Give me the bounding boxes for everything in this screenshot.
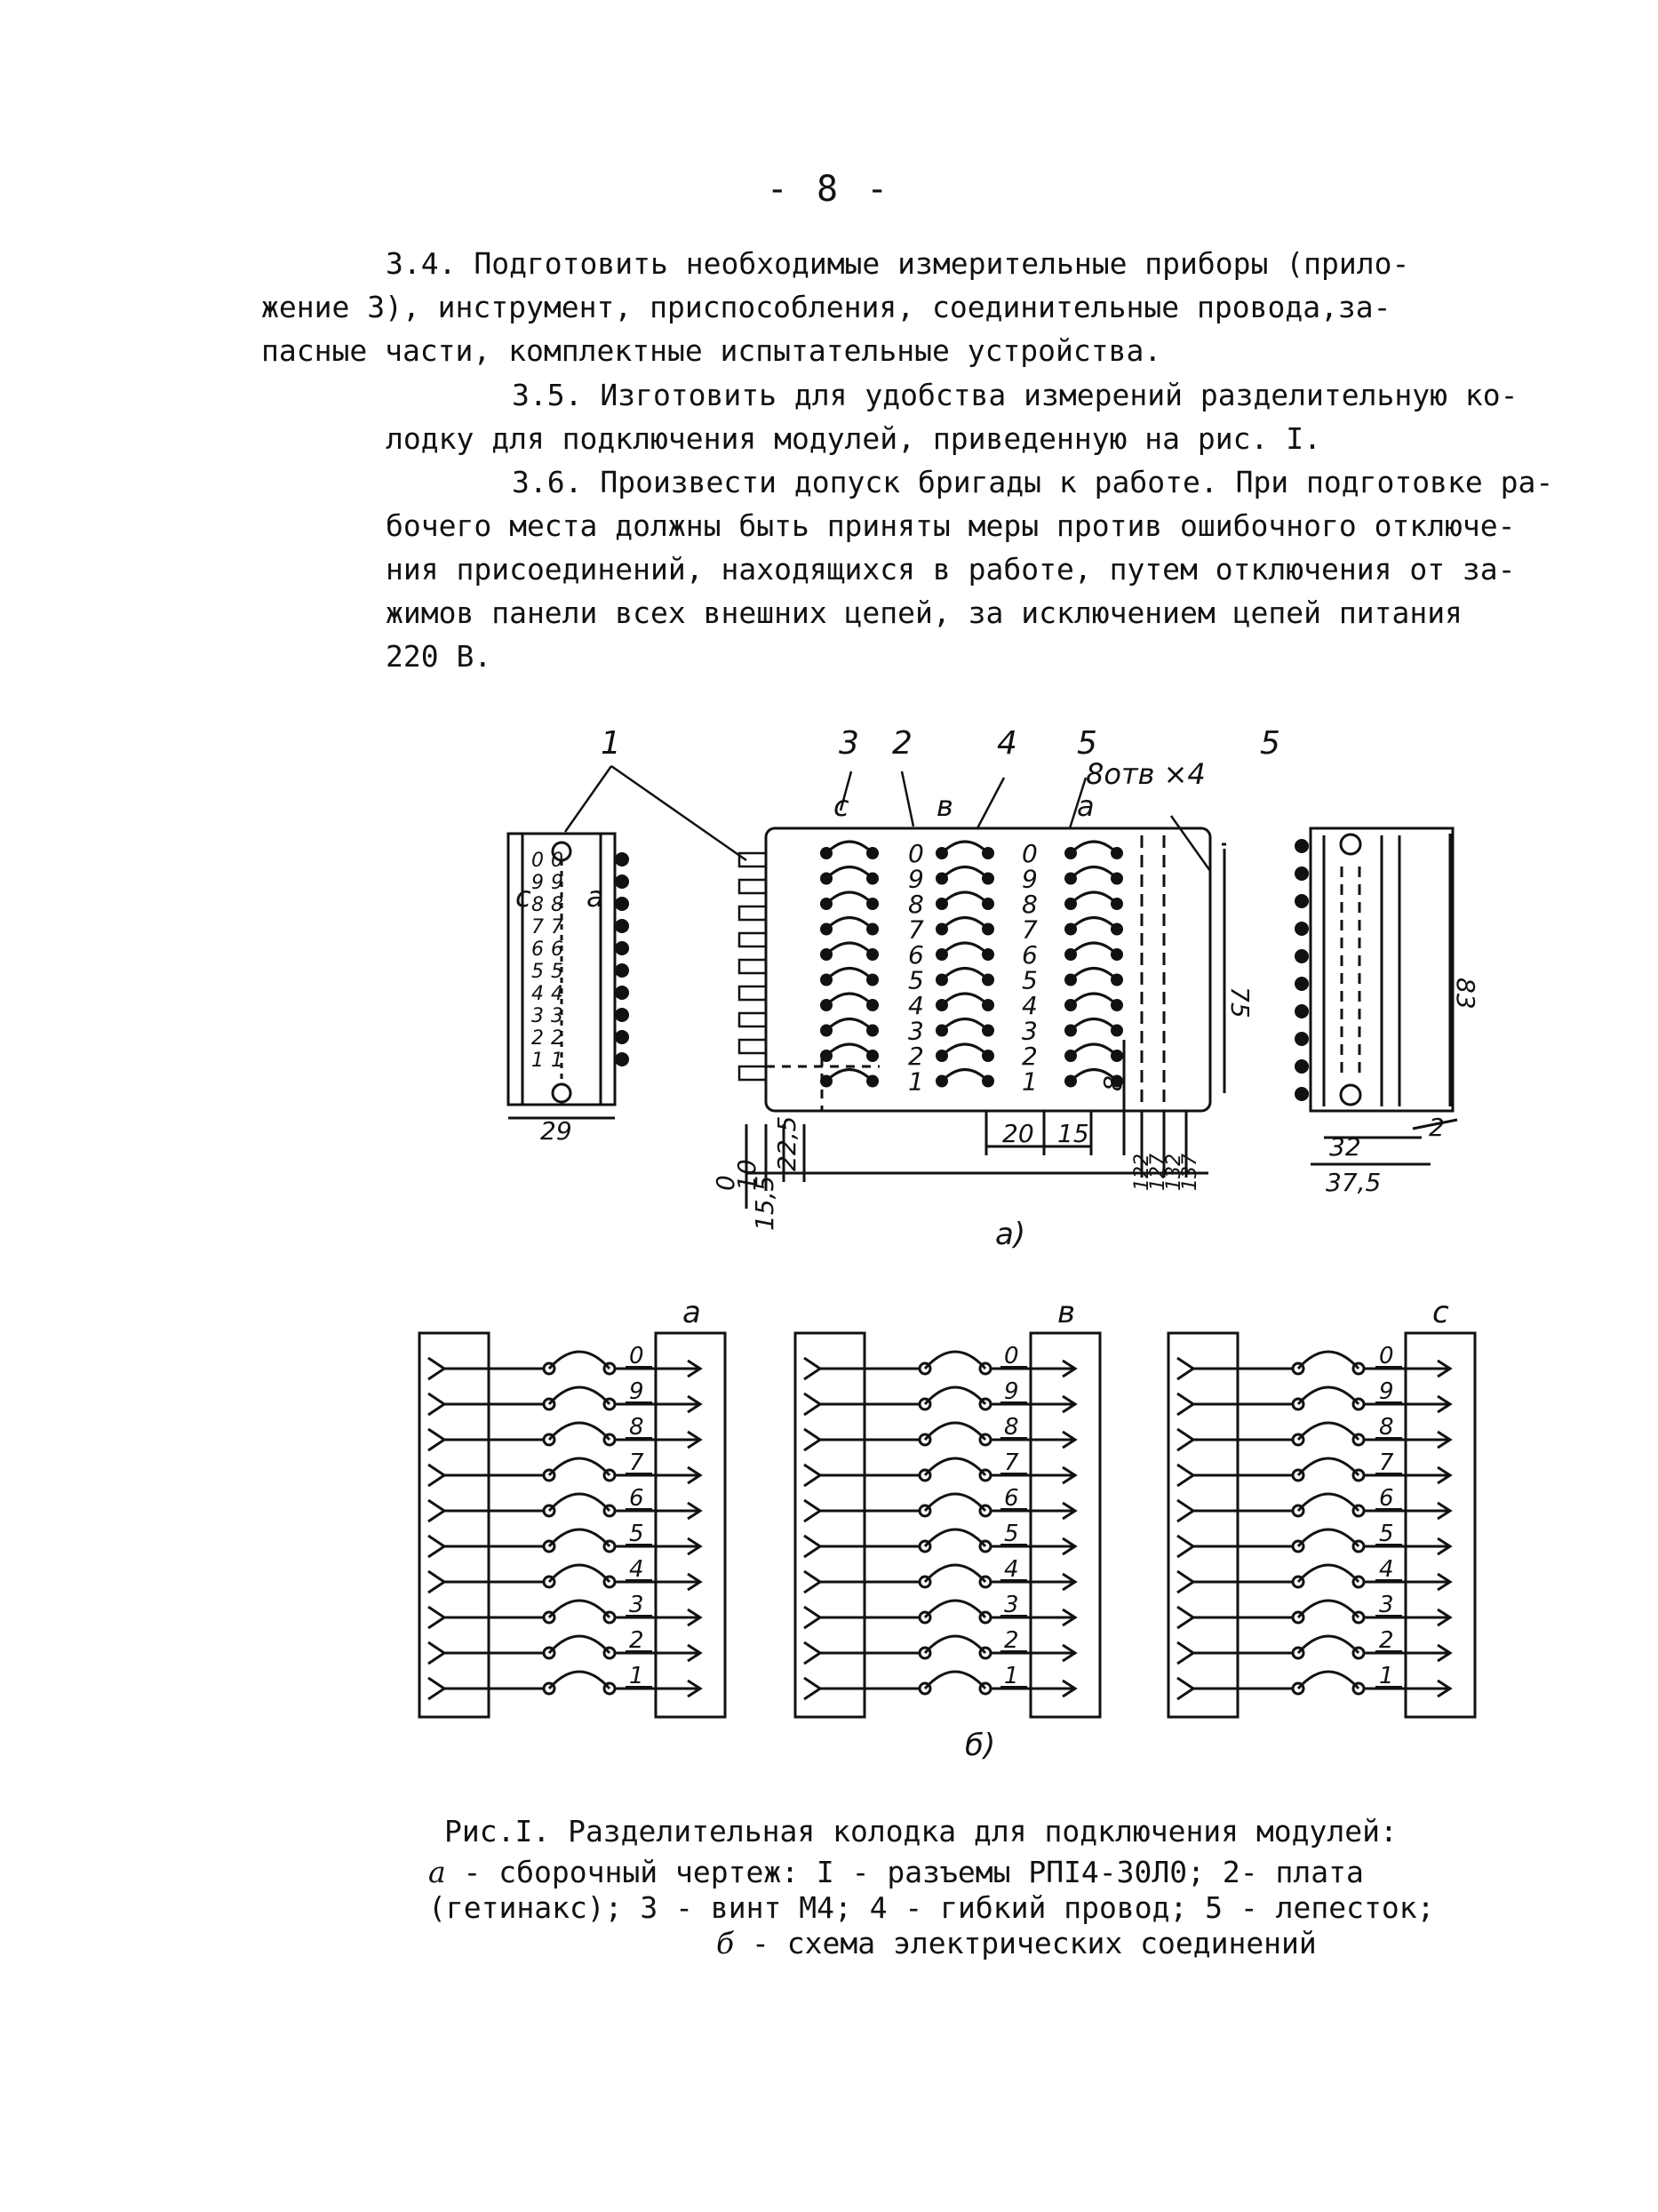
jumper-arc	[549, 1601, 610, 1617]
right-pin	[1295, 949, 1309, 963]
jumper-wire	[826, 892, 873, 904]
connector-chevron	[1177, 1500, 1193, 1521]
dim-15: 15	[1057, 1119, 1089, 1148]
jumper-arc	[925, 1458, 985, 1475]
connector-chevron	[1177, 1465, 1193, 1486]
plate-row-number: 3	[1022, 1016, 1038, 1046]
jumper-arc	[1298, 1529, 1359, 1546]
side-digit-left: 4	[531, 983, 544, 1005]
jumper-arc	[925, 1387, 985, 1404]
jumper-wire	[1071, 918, 1117, 930]
schematic-row-number: 6	[629, 1485, 644, 1512]
jumper-wire	[942, 1019, 988, 1031]
dim-127: 127	[1147, 1154, 1169, 1191]
plate-row-number: 3	[908, 1016, 924, 1046]
plate-row-number: 9	[908, 864, 924, 894]
plate-row-number: 4	[1022, 991, 1038, 1020]
side-digit-right: 2	[551, 1027, 563, 1050]
jumper-wire	[826, 943, 873, 954]
plate-row-number: 4	[908, 991, 924, 1020]
plate-row-number: 1	[1022, 1066, 1038, 1097]
text-line: лодку для подключения модулей, приведенную на рис. I.	[386, 421, 1321, 456]
callout-2: 2	[892, 725, 913, 762]
plate-row-number: 1	[908, 1066, 924, 1097]
dim-22-5: 22,5	[772, 1115, 801, 1171]
right-pin	[1295, 1059, 1309, 1074]
side-pin	[615, 874, 629, 889]
right-pin	[1295, 977, 1309, 991]
side-pin	[615, 852, 629, 866]
dim-132: 132	[1163, 1154, 1185, 1191]
jumper-arc	[925, 1494, 985, 1511]
jumper-arc	[1298, 1352, 1359, 1369]
schematic-row-number: 7	[1004, 1449, 1019, 1476]
text-line: 3.4. Подготовить необходимые измерительные приборы (прило-	[386, 246, 1410, 281]
jumper-wire	[942, 867, 988, 879]
connector-chevron	[804, 1642, 820, 1664]
connector-chevron	[804, 1571, 820, 1593]
schematic-block	[419, 1295, 725, 1717]
jumper-arc	[1298, 1672, 1359, 1689]
text-line: 220 В.	[386, 639, 492, 674]
connector-chevron	[1177, 1571, 1193, 1593]
schematic-row-number: 2	[1379, 1627, 1394, 1654]
plate-row-number: 9	[1022, 864, 1038, 894]
right-pin	[1295, 1032, 1309, 1046]
jumper-wire	[826, 867, 873, 879]
schematic-row-number: 9	[1004, 1378, 1019, 1405]
connector-chevron	[804, 1429, 820, 1450]
page-number: - 8 -	[766, 169, 892, 210]
caption-line-4	[716, 1925, 1317, 1962]
schematic-row-number: 4	[1004, 1556, 1019, 1583]
jumper-wire	[1071, 943, 1117, 954]
connector-chevron	[804, 1465, 820, 1486]
jumper-arc	[1298, 1423, 1359, 1440]
side-digit-right: 0	[551, 850, 563, 872]
side-pin	[615, 1030, 629, 1044]
jumper-wire	[1071, 994, 1117, 1005]
jumper-arc	[1298, 1601, 1359, 1617]
dim-32: 32	[1329, 1132, 1361, 1162]
schematic-row-number: 5	[629, 1521, 644, 1547]
schematic-title: с	[1432, 1295, 1449, 1330]
connector-chevron	[1177, 1607, 1193, 1628]
connector-chevron	[428, 1536, 444, 1557]
jumper-wire	[942, 1044, 988, 1056]
jumper-arc	[925, 1423, 985, 1440]
dim-37-5: 37,5	[1326, 1168, 1382, 1197]
connector-chevron	[428, 1678, 444, 1699]
caption-line-4-text: - схема электрических соединений	[734, 1926, 1317, 1960]
text-line: 3.5. Изготовить для удобства измерений разделительную ко-	[512, 378, 1519, 412]
side-digit-left: 3	[531, 1005, 544, 1027]
right-pin	[1295, 866, 1309, 881]
callout-4: 4	[997, 725, 1017, 762]
connector-chevron	[428, 1642, 444, 1664]
connector-chevron	[804, 1393, 820, 1415]
jumper-arc	[549, 1494, 610, 1511]
side-digit-right: 8	[551, 894, 563, 916]
side-digit-right: 9	[551, 872, 563, 894]
plate-row-number: 2	[908, 1042, 924, 1071]
dim-122: 122	[1131, 1154, 1153, 1191]
jumper-arc	[1298, 1387, 1359, 1404]
schematic-row-number: 2	[629, 1627, 644, 1654]
schematic-row-number: 6	[1379, 1485, 1394, 1512]
jumper-arc	[549, 1529, 610, 1546]
side-digit-left: 0	[531, 850, 544, 872]
column-letter-c: с	[833, 789, 849, 823]
jumper-arc	[549, 1636, 610, 1653]
callout-5-right: 5	[1260, 725, 1280, 762]
connector-chevron	[804, 1358, 820, 1379]
plate-row-number: 6	[1022, 940, 1038, 970]
callout-5: 5	[1077, 725, 1097, 762]
jumper-wire	[826, 842, 873, 853]
text-line: 3.6. Произвести допуск бригады к работе. При подготовке ра-	[512, 465, 1554, 499]
figure-label-b: б)	[965, 1728, 996, 1763]
jumper-wire	[1071, 867, 1117, 879]
right-pin	[1295, 839, 1309, 853]
jumper-arc	[1298, 1458, 1359, 1475]
schematic-row-number: 3	[1379, 1592, 1394, 1618]
dim-137: 137	[1179, 1154, 1201, 1191]
jumper-wire	[942, 842, 988, 853]
text-line: ния присоединений, находящихся в работе, путем отключения от за-	[386, 552, 1516, 587]
jumper-wire	[826, 1019, 873, 1031]
side-digit-left: 2	[531, 1027, 544, 1050]
connector-chevron	[428, 1607, 444, 1628]
schematic-title: а	[682, 1295, 701, 1330]
caption-letter-b: б	[716, 1926, 735, 1960]
side-digit-left: 1	[531, 1050, 544, 1072]
figure-label-a: а)	[995, 1217, 1026, 1252]
schematic-row-number: 2	[1004, 1627, 1019, 1654]
side-pin	[615, 897, 629, 911]
schematic-title: в	[1057, 1295, 1076, 1330]
text-line: пасные части, комплектные испытательные устройства.	[261, 333, 1162, 368]
side-digit-left: 8	[531, 894, 544, 916]
schematic-row-number: 8	[629, 1414, 644, 1441]
plate-row-number: 8	[908, 890, 924, 919]
side-pin	[615, 963, 629, 978]
jumper-wire	[942, 892, 988, 904]
schematic-row-number: 1	[1379, 1663, 1394, 1689]
schematic-left-bar	[1168, 1333, 1238, 1717]
connector-chevron	[428, 1393, 444, 1415]
jumper-arc	[925, 1565, 985, 1582]
connector-chevron	[804, 1500, 820, 1521]
schematic-row-number: 4	[629, 1556, 644, 1583]
jumper-wire	[1071, 1019, 1117, 1031]
dim-0: 0	[711, 1175, 740, 1191]
jumper-arc	[925, 1601, 985, 1617]
right-pin	[1295, 1087, 1309, 1101]
dim-8: 8	[1098, 1075, 1128, 1091]
jumper-arc	[549, 1352, 610, 1369]
jumper-wire	[826, 918, 873, 930]
plate-row-number: 5	[1022, 965, 1038, 995]
text-line: бочего места должны быть приняты меры против ошибочного отключе-	[386, 508, 1516, 543]
jumper-arc	[549, 1423, 610, 1440]
jumper-arc	[925, 1636, 985, 1653]
side-letter-a: а	[586, 880, 604, 914]
callout-1: 1	[601, 725, 621, 762]
plate-row-number: 2	[1022, 1042, 1038, 1071]
caption-line-2	[428, 1854, 1364, 1891]
schematic-row-number: 8	[1004, 1414, 1019, 1441]
jumper-wire	[942, 969, 988, 980]
dim-15-5: 15,5	[750, 1175, 779, 1231]
connector-chevron	[428, 1465, 444, 1486]
side-pin	[615, 941, 629, 955]
plate-row-number: 6	[908, 940, 924, 970]
schematic-row-number: 3	[629, 1592, 644, 1618]
side-pin	[615, 919, 629, 933]
jumper-arc	[925, 1352, 985, 1369]
jumper-wire	[942, 918, 988, 930]
side-digit-right: 3	[551, 1005, 563, 1027]
jumper-wire	[826, 994, 873, 1005]
schematic-row-number: 9	[629, 1378, 644, 1405]
jumper-wire	[1071, 969, 1117, 980]
jumper-wire	[942, 994, 988, 1005]
connector-chevron	[428, 1429, 444, 1450]
schematic-left-bar	[419, 1333, 489, 1717]
schematic-row-number: 6	[1004, 1485, 1019, 1512]
dim-29: 29	[540, 1116, 572, 1146]
schematic-row-number: 9	[1379, 1378, 1394, 1405]
jumper-arc	[549, 1458, 610, 1475]
jumper-arc	[1298, 1565, 1359, 1582]
text-line: жимов панели всех внешних цепей, за исключением цепей питания	[386, 595, 1463, 630]
caption-line-2-text: - сборочный чертеж: I - разъемы РПI4-30Л0; 2- плата	[445, 1855, 1364, 1889]
text-line: жение 3), инструмент, приспособления, соединительные провода,за-	[261, 290, 1391, 324]
connector-chevron	[1177, 1393, 1193, 1415]
schematic-row-number: 4	[1379, 1556, 1394, 1583]
plate-row-number: 5	[908, 965, 924, 995]
main-plate	[766, 828, 1210, 1111]
connector-chevron	[804, 1678, 820, 1699]
jumper-arc	[549, 1387, 610, 1404]
jumper-wire	[826, 1044, 873, 1056]
schematic-row-number: 5	[1379, 1521, 1394, 1547]
callout-3: 3	[839, 725, 859, 762]
jumper-arc	[925, 1672, 985, 1689]
connector-chevron	[1177, 1358, 1193, 1379]
schematic-row-number: 7	[629, 1449, 644, 1476]
schematic-left-bar	[795, 1333, 865, 1717]
connector-chevron	[1177, 1678, 1193, 1699]
plate-row-number: 7	[908, 914, 924, 945]
schematic-block	[1168, 1295, 1475, 1717]
connector-chevron	[428, 1358, 444, 1379]
right-pin	[1295, 1004, 1309, 1018]
dim-2: 2	[1429, 1113, 1445, 1142]
side-digit-left: 7	[531, 916, 544, 938]
side-digit-left: 9	[531, 872, 544, 894]
schematic-row-number: 3	[1004, 1592, 1019, 1618]
side-pin	[615, 986, 629, 1000]
jumper-wire	[826, 969, 873, 980]
schematic-row-number: 1	[629, 1663, 644, 1689]
side-digit-right: 1	[551, 1050, 563, 1072]
connector-chevron	[1177, 1536, 1193, 1557]
caption-line-1: Рис.I. Разделительная колодка для подключения модулей:	[444, 1814, 1398, 1849]
connector-chevron	[804, 1536, 820, 1557]
plate-row-number: 7	[1022, 914, 1038, 945]
connector-chevron	[428, 1571, 444, 1593]
jumper-wire	[1071, 1044, 1117, 1056]
side-pin	[615, 1008, 629, 1022]
jumper-arc	[925, 1529, 985, 1546]
schematic-row-number: 8	[1379, 1414, 1394, 1441]
schematic-row-number: 7	[1379, 1449, 1394, 1476]
jumper-arc	[549, 1672, 610, 1689]
jumper-arc	[549, 1565, 610, 1582]
side-digit-right: 6	[551, 938, 563, 961]
jumper-wire	[1071, 892, 1117, 904]
side-pin	[615, 1052, 629, 1066]
plate-row-number: 0	[908, 839, 924, 868]
side-digit-left: 5	[531, 961, 544, 983]
jumper-wire	[942, 943, 988, 954]
connector-chevron	[804, 1607, 820, 1628]
plate-row-number: 8	[1022, 890, 1038, 919]
jumper-wire	[1071, 842, 1117, 853]
schematic-row-number: 0	[1004, 1343, 1019, 1370]
side-digit-right: 5	[551, 961, 563, 983]
column-letter-v: в	[937, 789, 953, 823]
schematic-row-number: 0	[629, 1343, 644, 1370]
dim-83: 83	[1451, 978, 1480, 1010]
plate-row-number: 0	[1022, 839, 1038, 868]
dim-75: 75	[1225, 986, 1255, 1018]
jumper-wire	[942, 1070, 988, 1082]
right-pin	[1295, 922, 1309, 936]
schematic-row-number: 1	[1004, 1663, 1019, 1689]
connector-chevron	[1177, 1642, 1193, 1664]
schematic-row-number: 0	[1379, 1343, 1394, 1370]
dim-20: 20	[1002, 1119, 1034, 1148]
side-letter-c: с	[515, 880, 531, 914]
column-letter-a: а	[1077, 789, 1095, 823]
side-digit-right: 4	[551, 983, 563, 1005]
connector-chevron	[1177, 1429, 1193, 1450]
caption-letter-a: а	[428, 1855, 446, 1889]
schematic-row-number: 5	[1004, 1521, 1019, 1547]
caption-line-3: (гетинакс); 3 - винт М4; 4 - гибкий провод; 5 - лепесток;	[428, 1890, 1435, 1925]
schematic-block	[795, 1295, 1100, 1717]
hole-note: 8отв ×4	[1086, 757, 1206, 791]
jumper-wire	[826, 1070, 873, 1082]
dim-10: 10	[732, 1159, 761, 1191]
side-digit-right: 7	[551, 916, 563, 938]
connector-chevron	[428, 1500, 444, 1521]
jumper-arc	[1298, 1636, 1359, 1653]
right-pin	[1295, 894, 1309, 908]
side-digit-left: 6	[531, 938, 544, 961]
jumper-arc	[1298, 1494, 1359, 1511]
